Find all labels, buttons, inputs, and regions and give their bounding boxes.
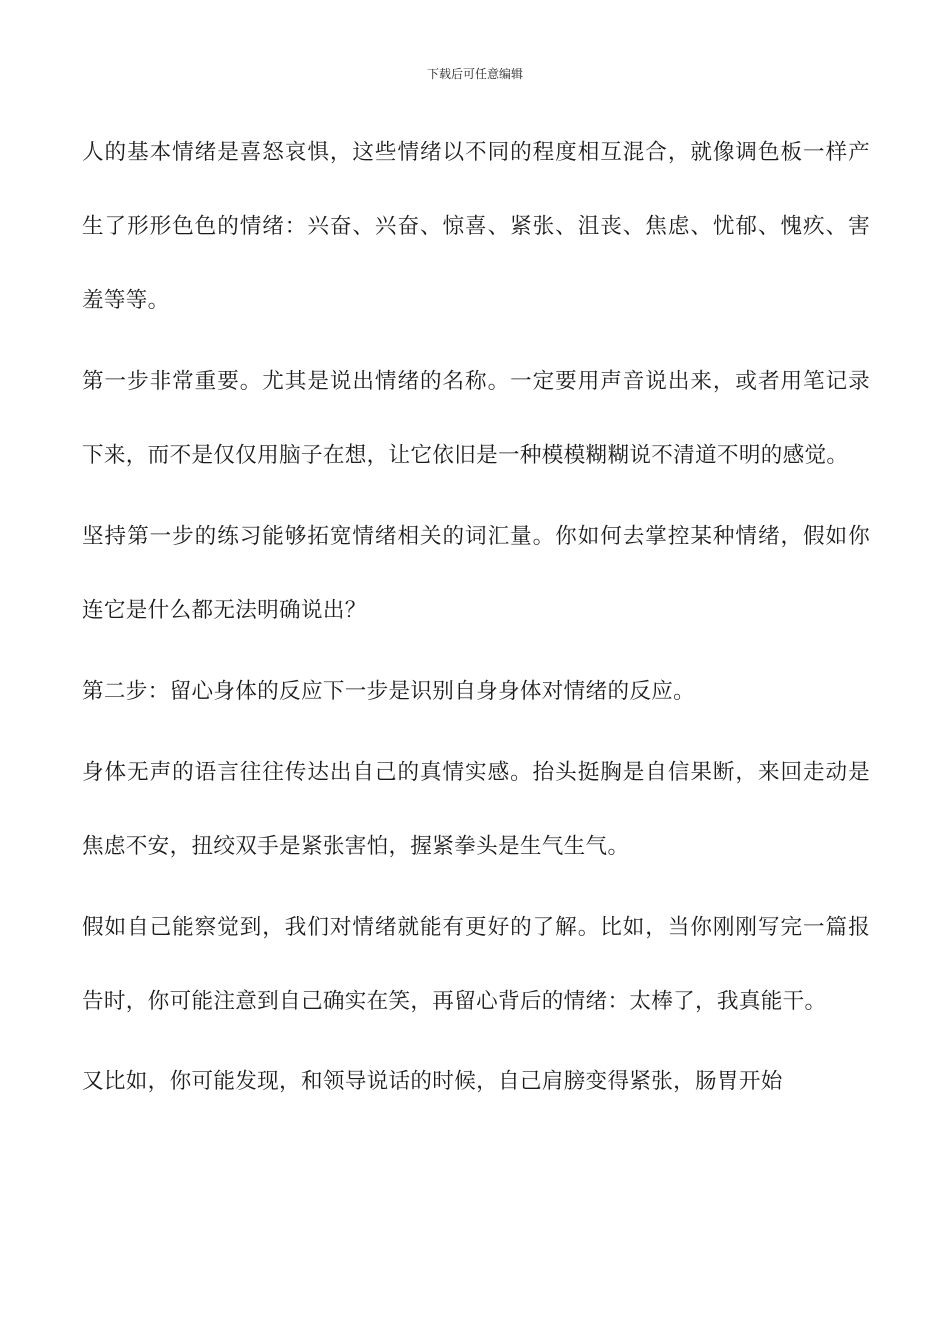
paragraph-body-language: 身体无声的语言往往传达出自己的真情实感。抬头挺胸是自信果断，来回走动是焦虑不安，扭绞双手是紧张害怕，握紧拳头是生气生气。	[82, 759, 870, 859]
paragraph-vocabulary: 坚持第一步的练习能够拓宽情绪相关的词汇量。你如何去掌控某种情绪，假如你连它是什么都无法明确说出？	[82, 524, 870, 624]
document-body	[82, 116, 870, 1126]
page-header: 下载后可任意编辑	[426, 67, 523, 81]
paragraph-awareness-example: 假如自己能察觉到，我们对情绪就能有更好的了解。比如，当你刚刚写完一篇报告时，你可能注意到自己确实在笑，再留心背后的情绪：太棒了，我真能干。	[82, 914, 870, 1014]
paragraph-leader-example: 又比如，你可能发现，和领导说话的时候，自己肩膀变得紧张，肠胃开始	[82, 1069, 783, 1095]
paragraph-step-one: 第一步非常重要。尤其是说出情绪的名称。一定要用声音说出来，或者用笔记录下来，而不是仅仅用脑子在想，让它依旧是一种模模糊糊说不清道不明的感觉。	[82, 369, 870, 469]
paragraph-step-two: 第二步：留心身体的反应下一步是识别自身身体对情绪的反应。	[82, 678, 696, 704]
paragraph-basic-emotions: 人的基本情绪是喜怒哀惧，这些情绪以不同的程度相互混合，就像调色板一样产生了形形色色的情绪：兴奋、兴奋、惊喜、紧张、沮丧、焦虑、忧郁、愧疚、害羞等等。	[82, 140, 870, 314]
